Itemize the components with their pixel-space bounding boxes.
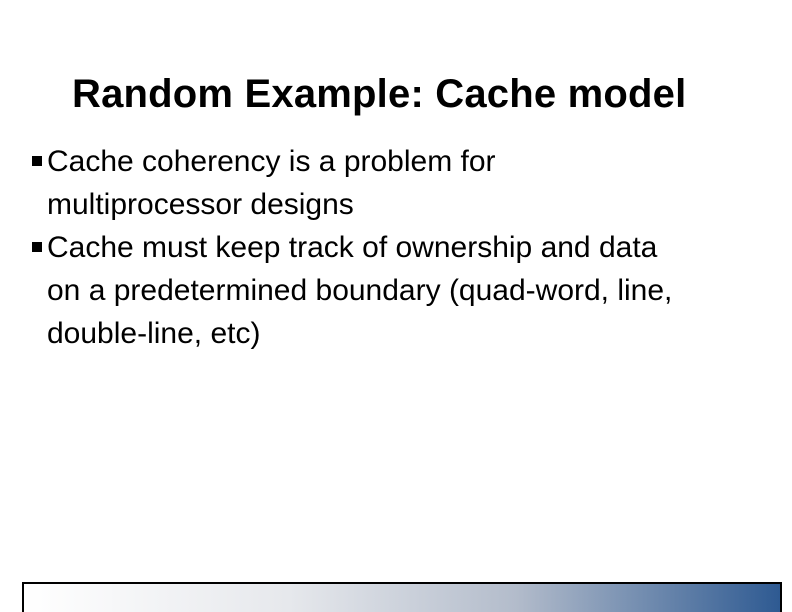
bullet-list [0, 140, 792, 355]
bullet-text-line: double-line, etc) [47, 317, 261, 350]
footer-decorative-bar [22, 582, 782, 612]
bullet-text-line: Cache coherency is a problem for [47, 145, 496, 178]
square-bullet-icon [32, 156, 42, 166]
bullet-text-line: on a predetermined boundary (quad-word, line, [47, 274, 673, 307]
bullet-item [0, 226, 792, 355]
slide-title: Random Example: Cache model [72, 72, 687, 116]
bullet-text-line: Cache must keep track of ownership and data [47, 231, 658, 264]
square-bullet-icon [32, 242, 42, 252]
bullet-text-line: multiprocessor designs [47, 188, 354, 221]
bullet-item [0, 140, 792, 226]
